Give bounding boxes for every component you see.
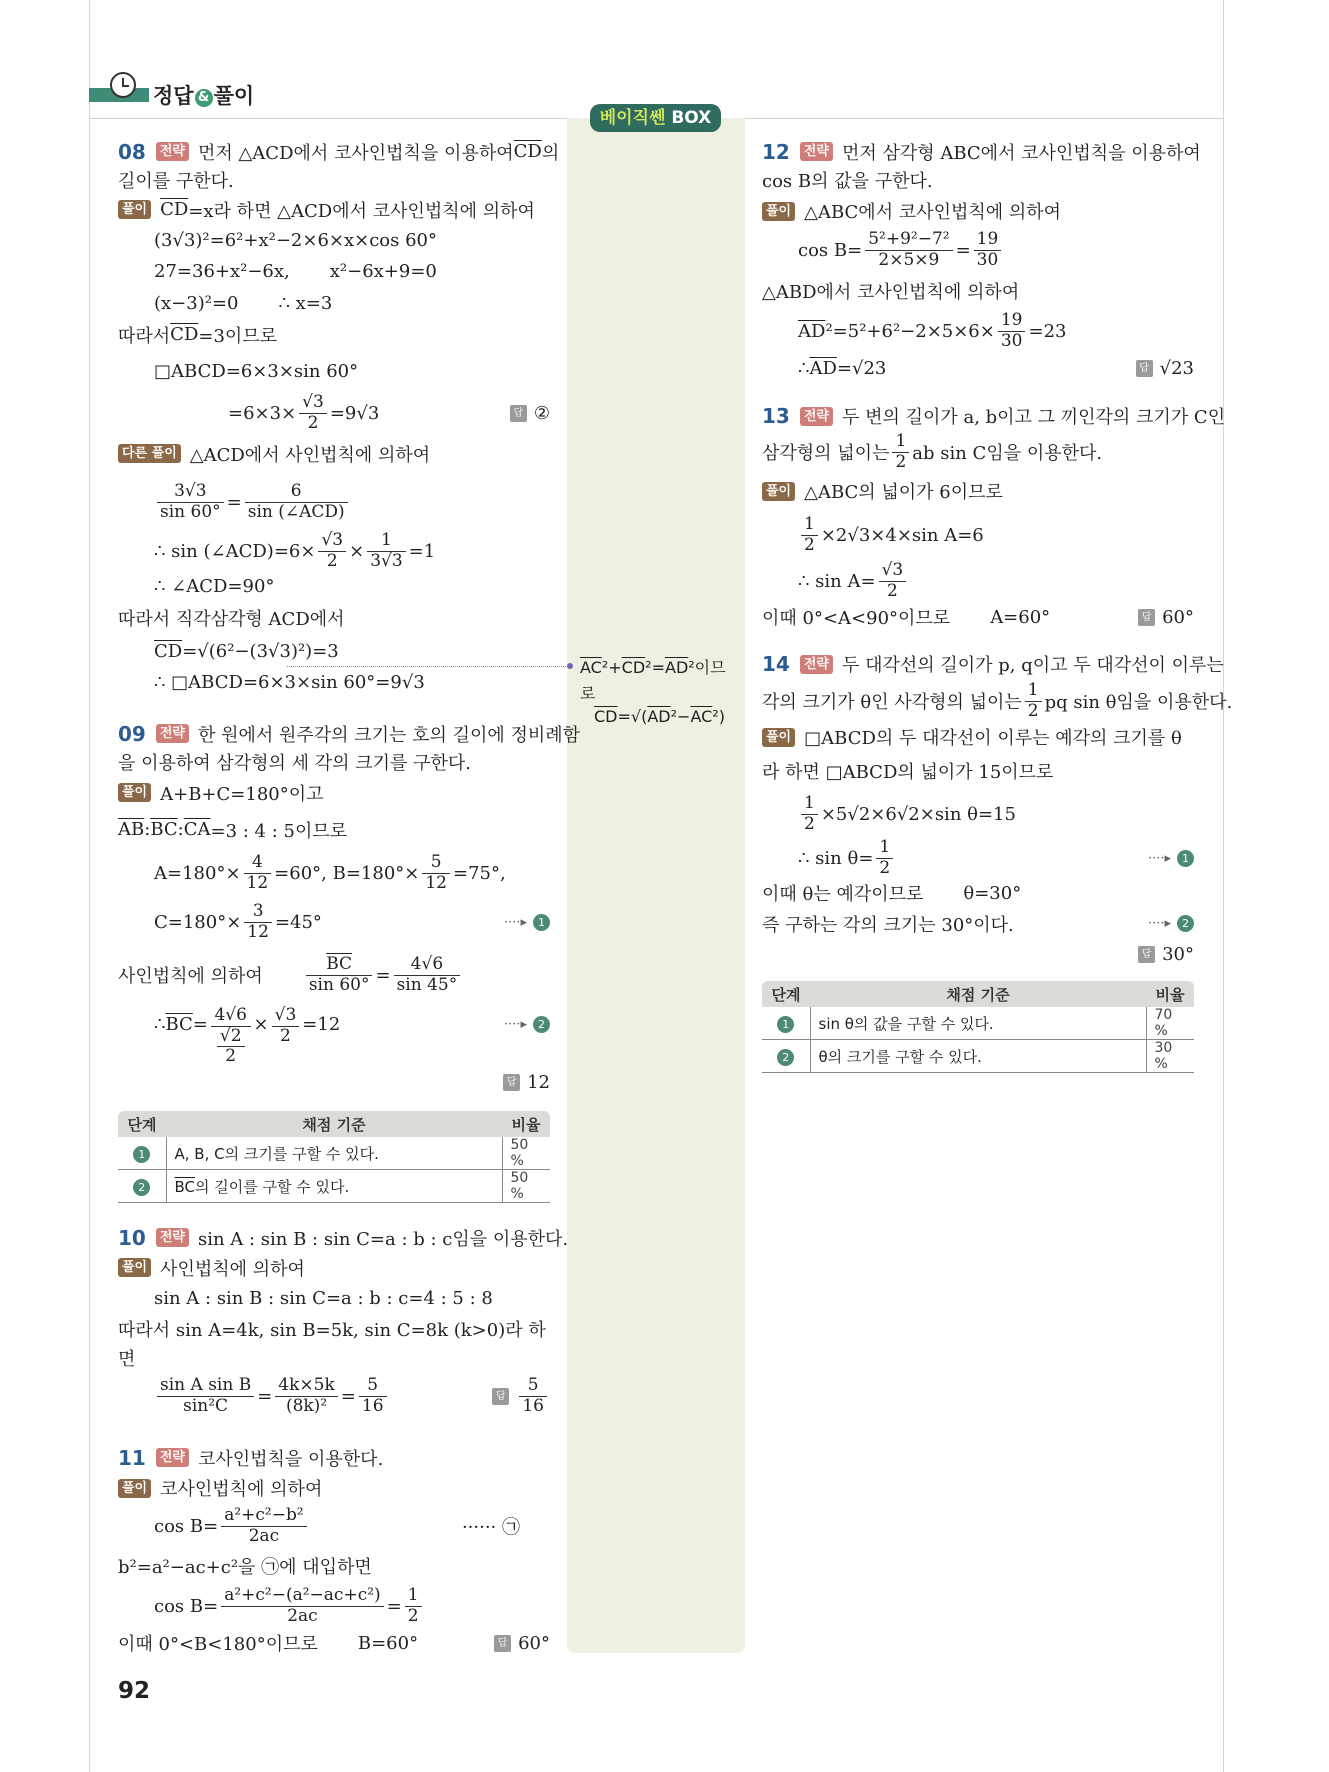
problem-12 [762, 138, 1201, 383]
answer-value: ② [533, 402, 550, 424]
seg: =√( [617, 707, 648, 726]
numerator: a²+c²−b² [221, 1506, 306, 1527]
answer [503, 1072, 550, 1093]
seg: $\overline{CD}$ [621, 658, 646, 677]
seg: $\overline{BC}$ [174, 1177, 196, 1196]
seg: ²+ [601, 658, 622, 677]
ratio: 30 % [1146, 1040, 1194, 1073]
strategy-text: 두 변의 길이가 a, b이고 그 끼인각의 크기가 C인 [841, 407, 1226, 428]
answer [494, 1633, 550, 1654]
numerator: 4k×5k [275, 1376, 337, 1397]
fraction [275, 1376, 337, 1416]
problem-14 [762, 648, 1233, 969]
table-header: 비율 [1146, 981, 1194, 1007]
fraction [367, 531, 405, 571]
seg: △ABC에서 코사인법칙에 의하여 [804, 202, 1062, 223]
equation: x²−6x+9=0 [329, 261, 437, 282]
numerator: 1 [1025, 681, 1042, 702]
criterion: 의 길이를 구할 수 있다. [195, 1177, 350, 1196]
seg: 사인법칙에 의하여 [118, 966, 263, 987]
numerator: 1 [801, 515, 818, 536]
denominator: 2 [886, 580, 898, 601]
answer-icon: 답 [510, 405, 527, 422]
denominator: sin 45° [396, 974, 458, 995]
seg: 따라서 [118, 325, 171, 347]
seg: 삼각형의 넓이는 [762, 443, 890, 464]
answer-icon: 답 [1138, 609, 1155, 626]
step-circle-icon: 1 [533, 914, 550, 931]
seg: = [955, 239, 971, 261]
problem-08 [118, 138, 560, 698]
seg: 라 하면 □ABCD의 넓이가 15이므로 [762, 762, 1054, 783]
clock-icon [110, 72, 136, 98]
seg: ∴ sin (∠ACD)=6× [154, 540, 316, 562]
step-marker: ····▸ 1 [504, 914, 550, 931]
fraction [998, 311, 1026, 351]
seg: cos B= [798, 239, 863, 261]
answer-value: 60° [1162, 606, 1194, 628]
seg: △ACD에서 사인법칙에 의하여 [189, 444, 431, 466]
equation: sin A : sin B : sin C=a : b : c=4 : 5 : 8 [154, 1288, 493, 1309]
answer [1136, 358, 1194, 379]
seg: × [253, 1014, 269, 1035]
fraction [879, 561, 907, 601]
strategy-text: 두 대각선의 길이가 p, q이고 두 대각선이 이루는 [841, 655, 1224, 676]
seg: 이때 θ는 예각이므로 [762, 884, 924, 905]
strategy-text: 한 원에서 원주각의 크기는 호의 길이에 정비례함 [197, 724, 581, 746]
numerator: √3 [272, 1006, 300, 1027]
denominator [211, 1027, 251, 1067]
seg: θ=30° [963, 882, 1022, 904]
seg: =6×3× [228, 402, 297, 424]
numerator: 1 [892, 432, 909, 453]
seg: 이때 0°<B<180°이므로 [118, 1634, 318, 1655]
numerator: 19 [998, 311, 1026, 332]
numerator: 5 [359, 1376, 387, 1397]
seg: ²− [670, 707, 691, 726]
seg: ×5√2×6√2×sin θ=15 [820, 803, 1016, 825]
solution-badge: 풀이 [762, 202, 795, 221]
fraction [1025, 681, 1042, 721]
seg: ²이므 [688, 658, 726, 677]
seg: 각의 크기가 θ인 사각형의 넓이는 [762, 692, 1022, 713]
seg: 즉 구하는 각의 크기는 30°이다. [762, 914, 1014, 936]
answer-value: 12 [527, 1071, 550, 1093]
equation: ∴ ∠ACD=90° [154, 576, 275, 597]
numerator: a²+c²−(a²−ac+c²) [221, 1586, 383, 1607]
denominator: sin²C [183, 1395, 229, 1416]
fraction [892, 432, 909, 472]
denominator: sin (∠ACD) [247, 501, 345, 522]
seg: $\overline{CD}$ [160, 199, 189, 220]
ampersand-icon: & [195, 89, 213, 107]
fraction [865, 230, 952, 270]
box-label-a: 베이직쎈 [599, 108, 666, 128]
connector-dot [567, 663, 573, 669]
strategy-badge: 전략 [800, 655, 833, 674]
alt-solution-badge: 다른 풀이 [118, 444, 181, 463]
seg: × [349, 540, 365, 562]
denominator: 2 [804, 534, 815, 555]
seg: =45° [274, 911, 322, 933]
denominator: 2 [407, 1605, 419, 1626]
seg: $\overline{CD}$ [513, 141, 542, 162]
answer-icon: 답 [503, 1074, 520, 1091]
answer-icon: 답 [494, 1635, 511, 1652]
fraction [244, 902, 272, 942]
seg: ∴ sin A= [798, 570, 876, 592]
numerator: √2 [217, 1027, 245, 1048]
page-border-right [1223, 0, 1224, 1772]
denominator: 2 [326, 550, 338, 571]
step-circle-icon: 2 [1177, 915, 1194, 932]
seg: =x라 하면 △ACD에서 코사인법칙에 의하여 [188, 200, 535, 222]
answer [510, 403, 550, 424]
fraction [519, 1376, 547, 1416]
answer-value: √23 [1159, 357, 1194, 379]
numerator: 5²+9²−7² [865, 230, 952, 251]
seg: =23 [1028, 320, 1067, 342]
fraction [422, 853, 450, 893]
fraction [244, 853, 272, 893]
step-circle-icon: 2 [133, 1179, 150, 1196]
step-circle-icon: 1 [777, 1016, 794, 1033]
seg: ²) [712, 707, 725, 726]
seg: ²=5²+6²−2×5×6× [825, 320, 995, 342]
seg: $\overline{AD}$ [665, 658, 689, 677]
strategy-text: 먼저 삼각형 ABC에서 코사인법칙을 이용하여 [841, 142, 1201, 164]
seg: □ABCD의 두 대각선이 이루는 예각의 크기를 θ [804, 728, 1182, 749]
fraction [299, 393, 327, 433]
numerator: 4√6 [211, 1006, 251, 1027]
denominator: 16 [522, 1395, 544, 1416]
denominator: 2 [280, 1025, 291, 1046]
problem-09 [118, 720, 581, 1096]
strategy-badge: 전략 [800, 142, 833, 161]
seg: A+B+C=180°이고 [160, 783, 324, 805]
answer-icon: 답 [1138, 946, 1155, 963]
numerator: 5 [422, 853, 450, 874]
fraction [306, 955, 373, 995]
seg: $\overline{AD}$ [809, 357, 837, 379]
fraction [272, 1006, 300, 1046]
numerator: 1 [801, 794, 818, 815]
numerator: $\overline{BC}$ [306, 955, 373, 976]
seg: $\overline{AD}$ [798, 320, 826, 342]
problem-11 [118, 1443, 550, 1658]
arc: $\overline{AB}$ [118, 819, 145, 840]
seg: △ABD에서 코사인법칙에 의하여 [762, 281, 1020, 303]
seg: 사인법칙에 의하여 [160, 1258, 305, 1280]
criterion: A, B, C의 크기를 구할 수 있다. [166, 1137, 502, 1170]
solution-badge: 풀이 [118, 1258, 151, 1277]
strategy-badge: 전략 [156, 1448, 189, 1467]
equation: (3√3)²=6²+x²−2×6×x×cos 60° [154, 230, 437, 251]
fraction [245, 482, 348, 522]
seg: ²= [645, 658, 665, 677]
fraction [876, 838, 893, 878]
seg: 면 [118, 1348, 136, 1370]
denominator: sin 60° [160, 501, 221, 522]
strategy-text: 을 이용하여 삼각형의 세 각의 크기를 구한다. [118, 752, 472, 774]
denominator: 30 [976, 249, 999, 270]
seg: ∴ [798, 357, 810, 379]
numerator: √3 [879, 561, 907, 582]
seg: = [192, 1014, 208, 1035]
denominator: 12 [246, 872, 269, 893]
seg: A=180°× [154, 862, 241, 884]
numerator: 1 [367, 531, 405, 552]
step-marker: ····▸ 2 [504, 1016, 550, 1033]
seg: $\overline{CD}$ [170, 324, 199, 345]
strategy-badge: 전략 [156, 1228, 189, 1247]
fraction [359, 1376, 387, 1416]
seg: = [375, 964, 391, 986]
problem-number: 13 [762, 404, 790, 428]
equation: 27=36+x²−6x, [154, 261, 290, 282]
answer [1138, 944, 1194, 965]
numerator: 19 [974, 230, 1002, 251]
criterion: θ의 크기를 구할 수 있다. [810, 1040, 1146, 1073]
seg: =1 [408, 540, 436, 562]
numerator: sin A sin B [157, 1376, 254, 1397]
strategy-badge: 전략 [156, 724, 189, 743]
ratio: 50 % [502, 1137, 550, 1170]
fraction [801, 515, 818, 555]
seg: 따라서 직각삼각형 ACD에서 [118, 609, 345, 630]
seg: C=180°× [154, 911, 242, 933]
seg: = [386, 1595, 402, 1617]
seg: 로 [580, 684, 596, 703]
table-row [762, 1040, 1194, 1073]
problem-number: 08 [118, 139, 146, 164]
page-number: 92 [118, 1678, 151, 1704]
ratio: 70 % [1146, 1007, 1194, 1040]
basic-box-label [590, 104, 721, 132]
numerator: 4 [244, 853, 272, 874]
problem-10 [118, 1223, 569, 1420]
seg: = [340, 1385, 356, 1407]
seg: =60°, B=180°× [274, 862, 420, 884]
denominator: 2 [879, 857, 891, 878]
seg: =12 [302, 1014, 341, 1035]
seg: = [226, 491, 242, 513]
seg: $\overline{CD}$ [594, 707, 618, 726]
denominator: 2 [225, 1046, 237, 1067]
seg: : [144, 819, 151, 840]
seg: =9√3 [329, 402, 380, 424]
seg: ×2√3×4×sin A=6 [820, 524, 984, 546]
numerator: 3 [244, 902, 272, 923]
scoring-table-09 [118, 1111, 550, 1203]
seg: A=60° [990, 606, 1051, 628]
seg: $\overline{AC}$ [580, 658, 602, 677]
denominator: sin 60° [308, 974, 370, 995]
seg: =75°, [453, 862, 506, 884]
seg: $\overline{CD}$ [154, 640, 183, 662]
problem-number: 11 [118, 1445, 146, 1470]
title-text: 정답 [153, 84, 194, 108]
denominator: 12 [247, 921, 269, 942]
strategy-text: 코사인법칙을 이용한다. [197, 1448, 384, 1470]
fraction [318, 531, 346, 571]
section-title [153, 80, 254, 110]
scoring-table-14 [762, 981, 1194, 1073]
denominator: 2ac [248, 1525, 280, 1546]
problem-13 [762, 400, 1226, 632]
step-circle-icon: 1 [133, 1146, 150, 1163]
page-border-left [89, 0, 90, 1772]
criterion: sin θ의 값을 구할 수 있다. [810, 1007, 1146, 1040]
solution-badge: 풀이 [118, 783, 151, 802]
seg: ∴ [154, 1014, 166, 1035]
strategy-text: 길이를 구한다. [118, 170, 234, 192]
denominator: 2 [1027, 700, 1039, 721]
answer [492, 1376, 550, 1416]
solution-badge: 풀이 [762, 728, 795, 747]
strategy-badge: 전략 [800, 407, 833, 426]
fraction [211, 1006, 251, 1067]
seg: B=60° [357, 1632, 419, 1654]
step-marker: ····▸ 2 [1148, 915, 1194, 932]
denominator: 16 [361, 1395, 384, 1416]
numerator: 1 [876, 838, 893, 859]
seg: $\overline{BC}$ [165, 1014, 193, 1035]
side-note [580, 655, 726, 726]
seg: 따라서 sin A=4k, sin B=5k, sin C=8k (k>0)라 하 [118, 1319, 546, 1341]
step-circle-icon: 2 [533, 1016, 550, 1033]
numerator: 3√3 [157, 482, 224, 503]
seg: ab sin C임을 이용한다. [912, 443, 1103, 464]
side-note-panel [567, 118, 745, 1653]
step-marker: ····▸ 1 [1148, 850, 1194, 867]
solution-badge: 풀이 [118, 200, 151, 219]
fraction [157, 482, 224, 522]
seg: cos B= [154, 1515, 219, 1537]
seg: 코사인법칙에 의하여 [160, 1479, 323, 1500]
table-header: 비율 [502, 1111, 550, 1137]
table-row [118, 1137, 550, 1170]
equation: ∴ □ABCD=6×3×sin 60°=9√3 [154, 672, 425, 693]
fraction [221, 1506, 306, 1546]
equation-tag: ······ ㉠ [461, 1517, 520, 1538]
denominator: 12 [425, 872, 447, 893]
problem-number: 10 [118, 1225, 146, 1250]
numerator: 1 [405, 1586, 422, 1607]
answer-icon: 답 [1136, 360, 1153, 377]
table-row [118, 1170, 550, 1203]
seg: : [177, 819, 184, 840]
denominator: 3√3 [370, 550, 403, 571]
equation: (x−3)²=0 [154, 292, 239, 314]
strategy-text: 먼저 △ACD에서 코사인법칙을 이용하여 [197, 142, 514, 164]
fraction [801, 794, 818, 834]
seg: 의 [541, 142, 560, 164]
strategy-text: cos B의 값을 구한다. [762, 170, 933, 192]
answer-value: 30° [1162, 943, 1194, 965]
problem-number: 14 [762, 652, 790, 676]
answer-value: 60° [518, 1632, 550, 1654]
strategy-badge: 전략 [156, 142, 189, 161]
fraction [394, 955, 461, 995]
seg: =√23 [836, 357, 887, 379]
numerator: √3 [299, 393, 327, 414]
fraction [217, 1027, 245, 1067]
arc: $\overline{BC}$ [150, 819, 178, 840]
seg: cos B= [154, 1595, 219, 1617]
answer [1138, 607, 1194, 628]
fraction [221, 1586, 383, 1626]
seg: =√(6²−(3√3)²)=3 [182, 640, 339, 662]
seg: =3 : 4 : 5이므로 [210, 820, 348, 842]
table-header: 단계 [118, 1111, 166, 1137]
numerator: 5 [519, 1376, 547, 1397]
numerator: 6 [245, 482, 348, 503]
denominator: 2×5×9 [878, 249, 940, 270]
numerator: 4√6 [394, 955, 461, 976]
seg: = [257, 1385, 273, 1407]
fraction [405, 1586, 422, 1626]
table-header: 채점 기준 [166, 1111, 502, 1137]
seg: =3이므로 [198, 325, 278, 347]
problem-number: 12 [762, 139, 790, 164]
denominator: 2 [895, 451, 907, 472]
arc: $\overline{CA}$ [183, 819, 211, 840]
fraction [157, 1376, 254, 1416]
problem-number: 09 [118, 721, 146, 746]
equation: □ABCD=6×3×sin 60° [154, 361, 359, 382]
denominator: 2 [804, 813, 815, 834]
table-header: 채점 기준 [810, 981, 1146, 1007]
fraction [974, 230, 1002, 270]
denominator: 2ac [287, 1605, 318, 1626]
denominator: 30 [1000, 330, 1023, 351]
numerator: √3 [318, 531, 346, 552]
answer-icon: 답 [492, 1388, 509, 1405]
table-row [762, 1007, 1194, 1040]
step-circle-icon: 1 [1177, 850, 1194, 867]
equation: ∴ x=3 [278, 292, 333, 314]
solution-badge: 풀이 [118, 1479, 151, 1498]
seg: △ABC의 넓이가 6이므로 [804, 482, 1003, 503]
step-circle-icon: 2 [777, 1049, 794, 1066]
denominator: (8k)² [285, 1395, 328, 1416]
seg: b²=a²−ac+c²을 ㉠에 대입하면 [118, 1557, 372, 1578]
seg: $\overline{AC}$ [690, 707, 713, 726]
seg: $\overline{AD}$ [647, 707, 671, 726]
box-label-b: BOX [671, 108, 712, 128]
seg: ∴ sin θ= [798, 847, 874, 869]
ratio: 50 % [502, 1170, 550, 1203]
strategy-text: sin A : sin B : sin C=a : b : c임을 이용한다. [197, 1228, 569, 1250]
title-text: 풀이 [213, 84, 255, 108]
seg: pq sin θ임을 이용한다. [1044, 692, 1233, 713]
table-header: 단계 [762, 981, 810, 1007]
denominator: 2 [307, 412, 319, 433]
seg: 이때 0°<A<90°이므로 [762, 608, 951, 629]
solution-badge: 풀이 [762, 482, 795, 501]
